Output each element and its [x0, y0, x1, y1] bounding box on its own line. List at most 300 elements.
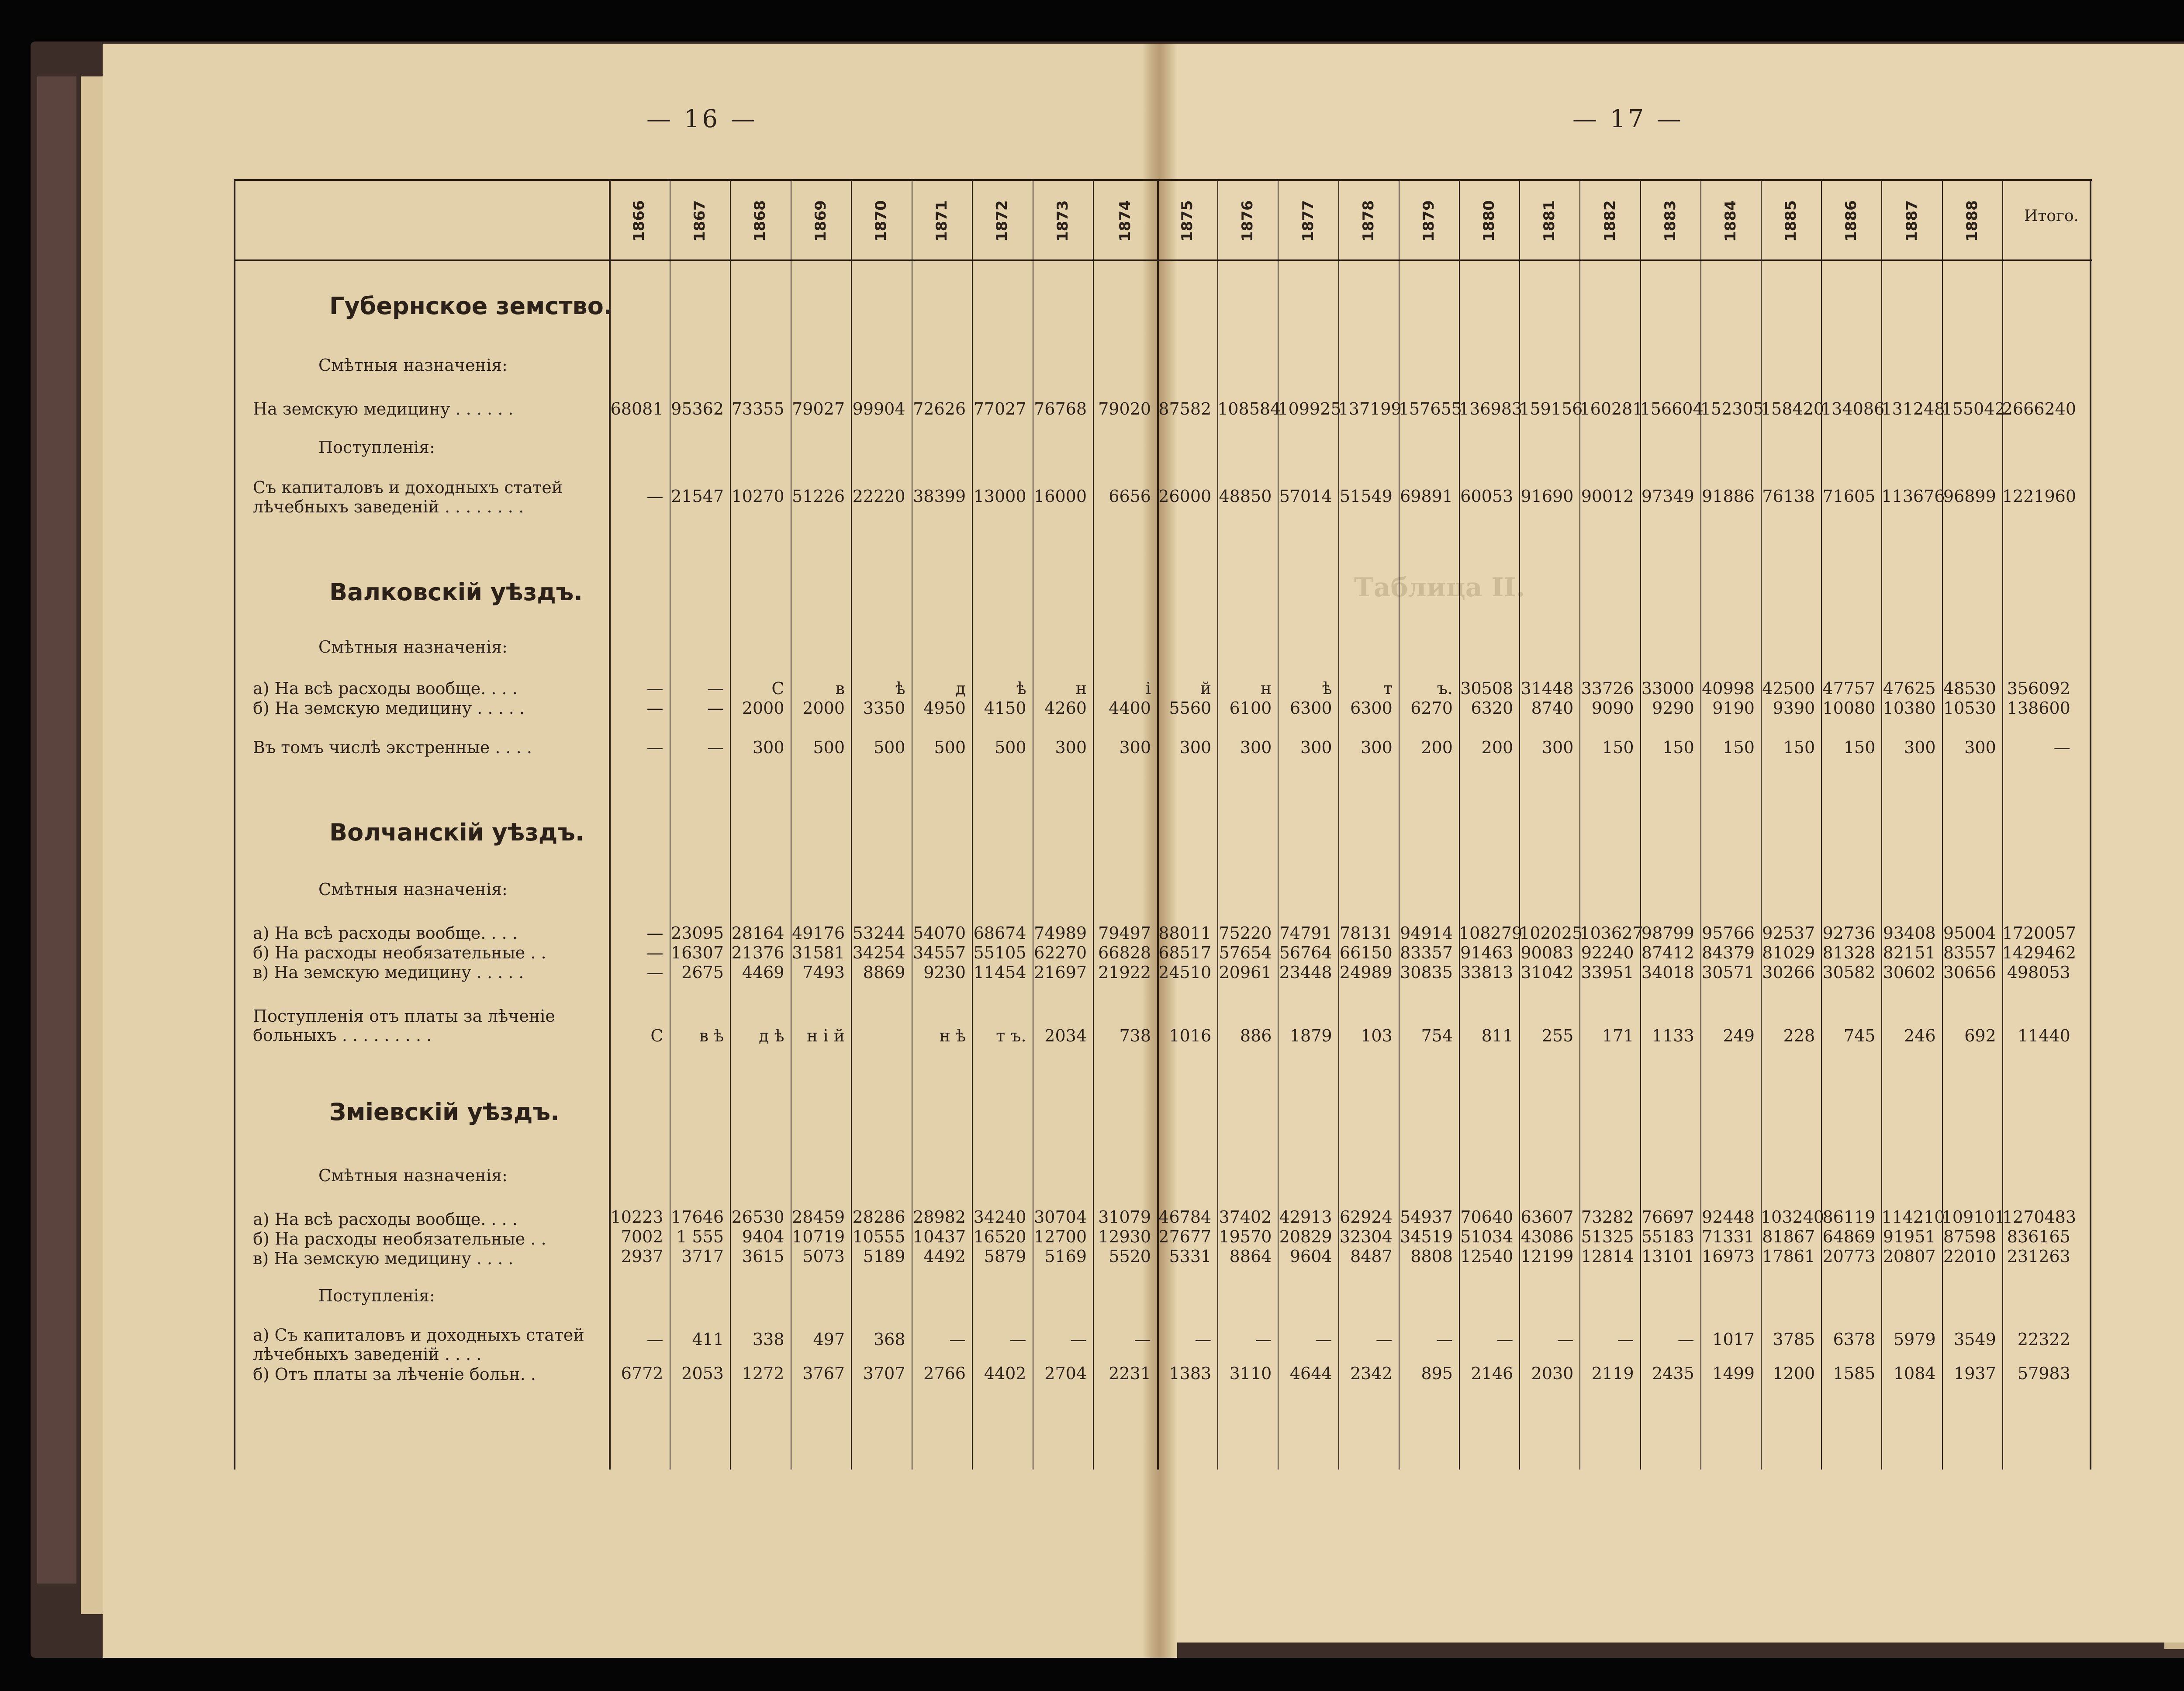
cell-zmiev-med: 13101: [1641, 1247, 1694, 1266]
cell-gub-med: 134086: [1821, 399, 1885, 418]
cell-volch-neob: 34557: [913, 943, 966, 962]
cell-valk-all: 47757: [1822, 679, 1876, 698]
cell-gub-kap: 48850: [1219, 487, 1272, 506]
cell-zmiev-neob: 9404: [742, 1227, 784, 1246]
cell-zmiev-kap: 411: [692, 1330, 724, 1349]
cell-volch-neob: 21376: [731, 943, 784, 962]
cell-gub-med: 152305: [1700, 399, 1764, 418]
cell-volch-neob: 87412: [1641, 943, 1694, 962]
cell-gub-kap: 16000: [1034, 487, 1087, 506]
cell-valk-all: 48530: [1943, 679, 1996, 698]
cell-volch-plata: 811: [1481, 1026, 1514, 1045]
cell-valk-med: 10380: [1883, 699, 1936, 718]
cell-zmiev-med: 5169: [1044, 1247, 1087, 1266]
cell-zmiev-med: 5879: [984, 1247, 1026, 1266]
column-rule: [1093, 181, 1094, 1470]
cell-zmiev-kap: 497: [813, 1330, 845, 1349]
cell-valk-ext: 300: [1055, 738, 1087, 757]
cell-zmiev-med: 2937: [621, 1247, 663, 1266]
cell-volch-neob: 91463: [1460, 943, 1514, 962]
cell-zmiev-all: 1270483: [2002, 1207, 2077, 1227]
year-header-1874: 1874: [1116, 200, 1134, 242]
cell-zmiev-kap: 338: [752, 1330, 784, 1349]
column-rule: [1338, 181, 1339, 1470]
row-label-gub-med: На земскую медицину . . . . . .: [253, 399, 514, 418]
cell-gub-kap: 10270: [731, 487, 784, 506]
cell-zmiev-neob: 64869: [1822, 1227, 1876, 1246]
cell-gub-med: 157655: [1398, 399, 1462, 418]
cell-gub-med: 95362: [671, 399, 724, 418]
subheading-zmiev-postup: Поступленія:: [318, 1286, 435, 1305]
cell-volch-all: 102025: [1519, 923, 1583, 943]
cell-gub-med: 79027: [792, 399, 845, 418]
cell-zmiev-all: 37402: [1219, 1207, 1272, 1227]
cell-gub-kap: 22220: [852, 487, 905, 506]
cell-valk-ext: 300: [1179, 738, 1212, 757]
row-label-volch-neob: б) На расходы необязательные . .: [253, 943, 546, 962]
cell-zmiev-neob: 12930: [1098, 1227, 1151, 1246]
cell-volch-plata: 249: [1723, 1026, 1755, 1045]
cell-volch-neob: 16307: [671, 943, 724, 962]
cell-volch-med: 498053: [2007, 963, 2070, 982]
cell-volch-plata: 2034: [1044, 1026, 1087, 1045]
cell-valk-ext: 150: [1662, 738, 1694, 757]
cell-valk-ext: 300: [1541, 738, 1574, 757]
page-number-left: — 16 —: [646, 105, 758, 133]
cell-volch-plata: 171: [1602, 1026, 1634, 1045]
cell-zmiev-plata: 2119: [1591, 1364, 1634, 1383]
cell-zmiev-neob: 12700: [1034, 1227, 1087, 1246]
cell-gub-kap: 51549: [1339, 487, 1393, 506]
cell-volch-plata: 11440: [2017, 1026, 2070, 1045]
cell-zmiev-all: 17646: [671, 1207, 724, 1227]
cell-zmiev-med: 12540: [1460, 1247, 1514, 1266]
cell-valk-all: і: [1145, 679, 1151, 698]
cell-volch-med: —: [646, 963, 663, 982]
row-label-volch-all: а) На всѣ расходы вообще. . . .: [253, 923, 518, 943]
cell-gub-med: 108584: [1217, 399, 1281, 418]
row-label-volch-med: в) На земскую медицину . . . . .: [253, 963, 524, 982]
cell-gub-kap: 60053: [1460, 487, 1514, 506]
column-rule: [1821, 181, 1822, 1470]
cell-volch-neob: 84379: [1702, 943, 1755, 962]
cell-zmiev-all: 28982: [913, 1207, 966, 1227]
cell-volch-med: 23448: [1279, 963, 1332, 982]
cell-valk-all: 33726: [1581, 679, 1634, 698]
row-label-volch-plata: Поступленія отъ платы за лѣченіе больныхъ . . . . . . . . .: [253, 1006, 555, 1045]
cell-zmiev-neob: 43086: [1521, 1227, 1574, 1246]
cell-volch-med: 33951: [1581, 963, 1634, 982]
year-header-1885: 1885: [1782, 200, 1800, 242]
cell-valk-ext: 300: [1240, 738, 1272, 757]
cell-zmiev-kap: —: [1195, 1330, 1212, 1349]
column-rule: [1157, 181, 1159, 1470]
row-label-zmiev-plata: б) Отъ платы за лѣченіе больн. .: [253, 1365, 536, 1384]
cell-volch-med: 24989: [1339, 963, 1393, 982]
cell-zmiev-plata: 3110: [1229, 1364, 1272, 1383]
cell-gub-kap: 71605: [1822, 487, 1876, 506]
cell-zmiev-all: 70640: [1460, 1207, 1514, 1227]
cell-zmiev-neob: 10555: [852, 1227, 905, 1246]
cell-zmiev-all: 28459: [792, 1207, 845, 1227]
cell-volch-plata: 738: [1119, 1026, 1151, 1045]
cell-valk-med: 9190: [1712, 699, 1755, 718]
column-rule: [1761, 181, 1762, 1470]
cell-volch-all: 92736: [1822, 923, 1876, 943]
cell-zmiev-neob: 20829: [1279, 1227, 1332, 1246]
cell-valk-ext: 150: [1843, 738, 1876, 757]
cell-volch-med: 34018: [1641, 963, 1694, 982]
cell-zmiev-med: 3615: [742, 1247, 784, 1266]
cell-zmiev-all: 86119: [1822, 1207, 1876, 1227]
cell-volch-all: 68674: [973, 923, 1026, 943]
cell-zmiev-plata: 2435: [1652, 1364, 1694, 1383]
cell-zmiev-all: 42913: [1279, 1207, 1332, 1227]
cell-valk-ext: 300: [1300, 738, 1332, 757]
cell-gub-kap: —: [646, 487, 663, 506]
cell-valk-med: 4400: [1109, 699, 1151, 718]
cell-valk-all: 40998: [1702, 679, 1755, 698]
cell-volch-plata: 228: [1783, 1026, 1815, 1045]
cell-volch-neob: 82151: [1883, 943, 1936, 962]
cell-zmiev-all: 103240: [1761, 1207, 1825, 1227]
cell-zmiev-plata: 1272: [742, 1364, 784, 1383]
cell-zmiev-plata: 895: [1421, 1364, 1453, 1383]
cell-volch-all: 98799: [1641, 923, 1694, 943]
cell-valk-all: 42500: [1762, 679, 1815, 698]
cell-zmiev-med: 231263: [2007, 1247, 2070, 1266]
cell-volch-med: 33813: [1460, 963, 1514, 982]
cell-volch-plata: 886: [1240, 1026, 1272, 1045]
cell-gub-med: 159156: [1519, 399, 1583, 418]
cell-volch-all: 103627: [1579, 923, 1643, 943]
cell-volch-all: 108279: [1459, 923, 1523, 943]
cell-volch-all: 92537: [1762, 923, 1815, 943]
row-label-valk-all: а) На всѣ расходы вообще. . . .: [253, 679, 518, 698]
cell-gub-med: 73355: [731, 399, 784, 418]
cell-volch-neob: 62270: [1034, 943, 1087, 962]
cell-gub-med: 137199: [1338, 399, 1402, 418]
cell-zmiev-med: 8808: [1410, 1247, 1453, 1266]
cell-zmiev-med: 12814: [1581, 1247, 1634, 1266]
cell-valk-all: ъ.: [1437, 679, 1453, 698]
cell-gub-med: 158420: [1761, 399, 1825, 418]
cell-volch-neob: 81029: [1762, 943, 1815, 962]
cell-zmiev-med: 5073: [802, 1247, 845, 1266]
year-header-1869: 1869: [812, 200, 829, 242]
cell-valk-med: 10080: [1822, 699, 1876, 718]
cell-zmiev-plata: 2030: [1531, 1364, 1574, 1383]
subheading-gub-postup: Поступленія:: [318, 438, 435, 457]
cell-zmiev-all: 63607: [1521, 1207, 1574, 1227]
cell-zmiev-neob: 10437: [913, 1227, 966, 1246]
cell-zmiev-kap: —: [1315, 1330, 1332, 1349]
cell-gub-med: 155042: [1942, 399, 2005, 418]
cell-gub-kap: 76138: [1762, 487, 1815, 506]
cell-zmiev-plata: 1383: [1169, 1364, 1212, 1383]
cell-gub-med: 160281: [1579, 399, 1643, 418]
cell-zmiev-med: 20807: [1883, 1247, 1936, 1266]
cell-zmiev-all: 109101: [1942, 1207, 2005, 1227]
cell-zmiev-kap: 22322: [2017, 1330, 2070, 1349]
cell-zmiev-med: 4492: [923, 1247, 966, 1266]
cell-volch-plata: д ѣ: [759, 1026, 784, 1045]
cell-volch-neob: 66828: [1098, 943, 1151, 962]
cell-gub-med: 109925: [1278, 399, 1341, 418]
year-header-1872: 1872: [993, 200, 1011, 242]
cell-zmiev-neob: 1 555: [676, 1227, 724, 1246]
cell-valk-ext: —: [646, 738, 663, 757]
cell-zmiev-kap: 1017: [1712, 1330, 1755, 1349]
cell-volch-all: —: [646, 923, 663, 943]
cell-zmiev-med: 16973: [1702, 1247, 1755, 1266]
year-header-1880: 1880: [1480, 200, 1498, 242]
cell-volch-all: 75220: [1219, 923, 1272, 943]
cell-zmiev-kap: 5979: [1893, 1330, 1936, 1349]
cell-volch-med: 20961: [1219, 963, 1272, 982]
cell-valk-med: 2000: [802, 699, 845, 718]
cell-volch-all: 78131: [1339, 923, 1393, 943]
row-label-zmiev-all: а) На всѣ расходы вообще. . . .: [253, 1210, 518, 1229]
cell-gub-kap: 38399: [913, 487, 966, 506]
year-header-1871: 1871: [933, 200, 950, 242]
cell-valk-med: 6270: [1410, 699, 1453, 718]
cell-zmiev-plata: 6772: [621, 1364, 663, 1383]
cell-valk-all: ѣ: [895, 679, 905, 698]
year-header-1867: 1867: [691, 200, 708, 242]
cell-zmiev-all: 26530: [731, 1207, 784, 1227]
cell-volch-med: 30582: [1822, 963, 1876, 982]
cell-gub-med: 136983: [1459, 399, 1523, 418]
cell-valk-med: 4150: [984, 699, 1026, 718]
cell-volch-all: 88011: [1158, 923, 1212, 943]
cell-volch-all: 95004: [1943, 923, 1996, 943]
cell-volch-neob: 83357: [1400, 943, 1453, 962]
cell-gub-kap: 97349: [1641, 487, 1694, 506]
cell-gub-med: 99904: [852, 399, 905, 418]
cell-zmiev-all: 114210: [1881, 1207, 1945, 1227]
year-header-1881: 1881: [1541, 200, 1559, 242]
cell-zmiev-neob: 34519: [1400, 1227, 1453, 1246]
cell-valk-med: 2000: [742, 699, 784, 718]
year-header-1876: 1876: [1239, 200, 1257, 242]
cell-volch-plata: 692: [1964, 1026, 1996, 1045]
cell-gub-kap: 13000: [973, 487, 1026, 506]
cell-valk-med: 6300: [1289, 699, 1332, 718]
cell-valk-all: н: [1075, 679, 1087, 698]
cell-volch-med: 2675: [681, 963, 724, 982]
cell-valk-med: 4950: [923, 699, 966, 718]
cell-zmiev-kap: —: [646, 1330, 663, 1349]
cell-gub-kap: 1221960: [2002, 487, 2077, 506]
row-label-valk-med: б) На земскую медицину . . . . .: [253, 699, 525, 718]
cell-volch-plata: 754: [1421, 1026, 1453, 1045]
cell-gub-med: 79020: [1098, 399, 1151, 418]
cell-zmiev-plata: 2231: [1109, 1364, 1151, 1383]
cell-gub-kap: 91886: [1702, 487, 1755, 506]
cell-valk-ext: 500: [873, 738, 905, 757]
cell-zmiev-kap: —: [1134, 1330, 1151, 1349]
cell-zmiev-plata: 3767: [802, 1364, 845, 1383]
column-rule: [1942, 181, 1943, 1470]
cell-zmiev-all: 28286: [852, 1207, 905, 1227]
cell-zmiev-kap: —: [949, 1330, 966, 1349]
year-header-1873: 1873: [1054, 200, 1071, 242]
column-rule: [1700, 181, 1701, 1470]
cell-zmiev-kap: 3785: [1773, 1330, 1815, 1349]
cell-volch-neob: 34254: [852, 943, 905, 962]
cell-zmiev-neob: 51325: [1581, 1227, 1634, 1246]
year-header-1883: 1883: [1661, 200, 1679, 242]
cell-valk-ext: 300: [1361, 738, 1393, 757]
cell-volch-plata: н ѣ: [939, 1026, 966, 1045]
section-title-valk: Валковскій уѣздъ.: [329, 578, 583, 606]
cell-zmiev-plata: 4402: [984, 1364, 1026, 1383]
year-header-1886: 1886: [1842, 200, 1860, 242]
cell-zmiev-kap: —: [1375, 1330, 1393, 1349]
cell-gub-kap: 21547: [671, 487, 724, 506]
section-title-volch: Волчанскій уѣздъ.: [329, 819, 584, 846]
cell-zmiev-neob: 836165: [2007, 1227, 2070, 1246]
column-rule: [2002, 181, 2003, 1470]
cell-volch-all: 23095: [671, 923, 724, 943]
cell-zmiev-kap: —: [1496, 1330, 1514, 1349]
cell-volch-plata: 246: [1904, 1026, 1936, 1045]
cell-valk-med: 10530: [1943, 699, 1996, 718]
cell-volch-neob: —: [646, 943, 663, 962]
cell-zmiev-kap: —: [1436, 1330, 1453, 1349]
cell-volch-neob: 81328: [1822, 943, 1876, 962]
cell-valk-med: —: [707, 699, 724, 718]
cell-volch-all: 74791: [1279, 923, 1332, 943]
cell-zmiev-neob: 51034: [1460, 1227, 1514, 1246]
row-label-zmiev-neob: б) На расходы необязательные . .: [253, 1229, 546, 1248]
cell-valk-all: 33000: [1641, 679, 1694, 698]
cell-zmiev-med: 5520: [1109, 1247, 1151, 1266]
column-rule: [1217, 181, 1218, 1470]
cell-valk-ext: 300: [1119, 738, 1151, 757]
page-number-right: — 17 —: [1572, 105, 1684, 133]
cell-valk-ext: 200: [1421, 738, 1453, 757]
cell-volch-all: 79497: [1098, 923, 1151, 943]
cell-volch-med: 30835: [1400, 963, 1453, 982]
year-header-1888: 1888: [1963, 200, 1981, 242]
cell-valk-all: ѣ: [1016, 679, 1026, 698]
cell-valk-med: 9390: [1773, 699, 1815, 718]
cell-gub-med: 76768: [1034, 399, 1087, 418]
cell-volch-all: 95766: [1702, 923, 1755, 943]
cell-zmiev-plata: 57983: [2017, 1364, 2070, 1383]
cell-valk-med: 138600: [2007, 699, 2070, 718]
cell-volch-neob: 90083: [1521, 943, 1574, 962]
cell-volch-med: 4469: [742, 963, 784, 982]
cell-zmiev-neob: 81867: [1762, 1227, 1815, 1246]
year-header-1884: 1884: [1721, 200, 1739, 242]
cell-zmiev-med: 5189: [863, 1247, 905, 1266]
cell-volch-med: 30656: [1943, 963, 1996, 982]
year-header-1875: 1875: [1178, 200, 1196, 242]
cell-volch-med: 30266: [1762, 963, 1815, 982]
cell-volch-plata: 103: [1361, 1026, 1393, 1045]
cell-zmiev-kap: 368: [873, 1330, 905, 1349]
year-header-1882: 1882: [1601, 200, 1619, 242]
cell-zmiev-kap: 6378: [1833, 1330, 1876, 1349]
cell-gub-med: 2666240: [2002, 399, 2077, 418]
column-rule: [1519, 181, 1520, 1470]
year-header-1866: 1866: [630, 200, 648, 242]
cell-valk-ext: 150: [1783, 738, 1815, 757]
cell-volch-med: 31042: [1521, 963, 1574, 982]
cell-volch-plata: С: [650, 1026, 663, 1045]
year-header-1870: 1870: [872, 200, 890, 242]
cell-volch-neob: 66150: [1339, 943, 1393, 962]
cell-gub-kap: 91690: [1521, 487, 1574, 506]
cell-gub-med: 77027: [973, 399, 1026, 418]
cell-gub-kap: 96899: [1943, 487, 1996, 506]
cell-valk-med: 8740: [1531, 699, 1574, 718]
row-label-zmiev-med: в) На земскую медицину . . . .: [253, 1249, 514, 1268]
cell-zmiev-neob: 16520: [973, 1227, 1026, 1246]
cell-volch-plata: в ѣ: [699, 1026, 724, 1045]
cell-volch-med: 21922: [1098, 963, 1151, 982]
cell-zmiev-all: 34240: [973, 1207, 1026, 1227]
cell-gub-med: 156604: [1640, 399, 1704, 418]
column-rule: [1459, 181, 1460, 1470]
cell-valk-ext: —: [2053, 738, 2070, 757]
cell-valk-ext: 150: [1602, 738, 1634, 757]
cell-zmiev-med: 8864: [1229, 1247, 1272, 1266]
row-label-valk-ext: Въ томъ числѣ экстренные . . . .: [253, 738, 532, 757]
cell-valk-med: 4260: [1044, 699, 1087, 718]
cell-volch-all: 53244: [852, 923, 905, 943]
section-title-zmiev: Зміевскій уѣздъ.: [329, 1098, 560, 1126]
cell-gub-kap: 26000: [1158, 487, 1212, 506]
cell-volch-all: 94914: [1400, 923, 1453, 943]
cell-volch-med: 30602: [1883, 963, 1936, 982]
cell-volch-plata: 1016: [1169, 1026, 1212, 1045]
cell-gub-med: 131248: [1881, 399, 1945, 418]
column-rule: [972, 181, 973, 1470]
cell-valk-all: й: [1200, 679, 1212, 698]
cell-volch-plata: 1879: [1289, 1026, 1332, 1045]
cell-valk-ext: —: [707, 738, 724, 757]
cell-zmiev-med: 22010: [1943, 1247, 1996, 1266]
subheading-gub-smeta: Смѣтныя назначенія:: [318, 356, 508, 375]
cell-zmiev-plata: 2704: [1044, 1364, 1087, 1383]
cell-volch-med: 21697: [1034, 963, 1087, 982]
cell-zmiev-kap: —: [1617, 1330, 1634, 1349]
cell-volch-all: 54070: [913, 923, 966, 943]
row-label-zmiev-kap: а) Съ капиталовъ и доходныхъ статей лѣчебныхъ заведеній . . . .: [253, 1325, 584, 1364]
cell-volch-plata: 1133: [1652, 1026, 1694, 1045]
cell-zmiev-neob: 71331: [1702, 1227, 1755, 1246]
cell-zmiev-all: 10223: [610, 1207, 663, 1227]
cell-volch-med: 30571: [1702, 963, 1755, 982]
column-rule: [1640, 181, 1641, 1470]
cell-volch-neob: 56764: [1279, 943, 1332, 962]
cell-volch-all: 93408: [1883, 923, 1936, 943]
cell-zmiev-kap: 3549: [1954, 1330, 1996, 1349]
cell-valk-med: 6320: [1471, 699, 1514, 718]
cell-gub-kap: 57014: [1279, 487, 1332, 506]
cell-zmiev-neob: 27677: [1158, 1227, 1212, 1246]
cell-zmiev-kap: —: [1070, 1330, 1087, 1349]
cell-valk-all: —: [707, 679, 724, 698]
cell-zmiev-all: 54937: [1400, 1207, 1453, 1227]
cell-valk-med: 6100: [1229, 699, 1272, 718]
cell-zmiev-all: 92448: [1702, 1207, 1755, 1227]
cell-valk-ext: 500: [994, 738, 1026, 757]
